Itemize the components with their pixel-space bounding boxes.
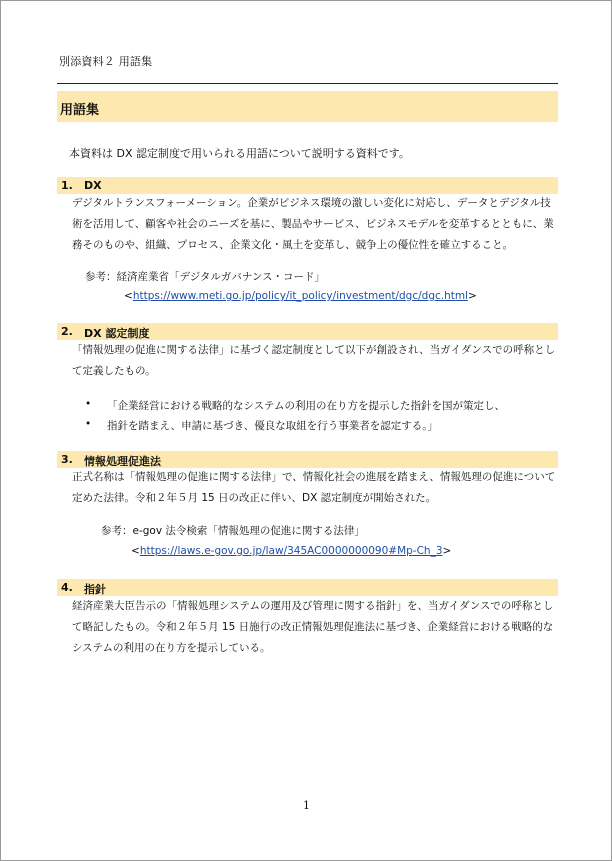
link-close-bracket: > — [468, 290, 477, 302]
page-title: 用語集 — [60, 103, 100, 118]
section-4-body: 経済産業大臣告示の「情報処理システムの運用及び管理に関する指針」を、当ガイダンスでの呼称として略記したもの。令和２年５月 15 日施行の改正情報処理促進法に基づき、企業経営における戦略的なシステムの利用の在り方を提示している。 — [72, 600, 554, 654]
bullet-icon: • — [85, 398, 92, 410]
section-3-heading — [57, 451, 558, 468]
section-1-reference-label: 参考：経済産業省「デジタルガバナンス・コード」 — [85, 271, 326, 283]
section-title: DX — [84, 179, 102, 192]
section-3-body: 正式名称は「情報処理の促進に関する法律」で、情報化社会の進展を踏まえ、情報処理の促進について定めた法律。令和２年５月 15 日の改正に伴い、DX 認定制度が開始された。 — [72, 471, 556, 504]
section-3-reference-label: 参考：e-gov 法令検索「情報処理の促進に関する法律」 — [101, 525, 365, 537]
section-number: 1. — [61, 179, 73, 192]
link-open-bracket: < — [124, 290, 133, 302]
page-number: 1 — [303, 799, 310, 812]
meti-dgc-link[interactable]: https://www.meti.go.jp/policy/it_policy/investment/dgc/dgc.html — [132, 290, 469, 302]
section-4-heading — [57, 579, 558, 596]
list-item-text: 「企業経営における戦略的なシステムの利用の在り方を提示した指針を国が策定し、 — [107, 400, 505, 412]
document-header-label: 別添資料２ 用語集 — [59, 55, 153, 68]
section-1-heading — [57, 177, 558, 194]
intro-text: 本資料は DX 認定制度で用いられる用語について説明する資料です。 — [69, 147, 410, 160]
glossary-title-band — [57, 91, 558, 122]
egov-law-link[interactable]: https://laws.e-gov.go.jp/law/345AC0000000090#Mp-Ch_3 — [139, 545, 443, 557]
section-number: 2. — [61, 325, 73, 338]
header-divider — [57, 83, 558, 84]
section-title: 情報処理促進法 — [84, 455, 161, 468]
section-2-heading — [57, 323, 558, 340]
section-1-body: デジタルトランスフォーメーション。企業がビジネス環境の激しい変化に対応し、データとデジタル技術を活用して、顧客や社会のニーズを基に、製品やサービス、ビジネスモデルを変革するとともに、業務そのものや、組織、プロセス、企業文化・風土を変革し、競争上の優位性を確立すること。 — [72, 197, 554, 251]
link-open-bracket: < — [131, 545, 140, 557]
section-title: DX 認定制度 — [84, 327, 150, 340]
section-3-reference-link-line — [131, 545, 451, 557]
link-close-bracket: > — [442, 545, 452, 557]
section-1-reference-link-line — [124, 290, 477, 302]
bullet-icon: • — [85, 418, 92, 430]
section-title: 指針 — [84, 583, 106, 596]
section-number: 3. — [61, 453, 73, 466]
list-item-text: 指針を踏まえ、申請に基づき、優良な取組を行う事業者を認定する。」 — [107, 420, 438, 432]
section-2-body: 「情報処理の促進に関する法律」に基づく認定制度として以下が創設され、当ガイダンスでの呼称として定義したもの。 — [72, 344, 556, 377]
section-number: 4. — [61, 581, 73, 594]
